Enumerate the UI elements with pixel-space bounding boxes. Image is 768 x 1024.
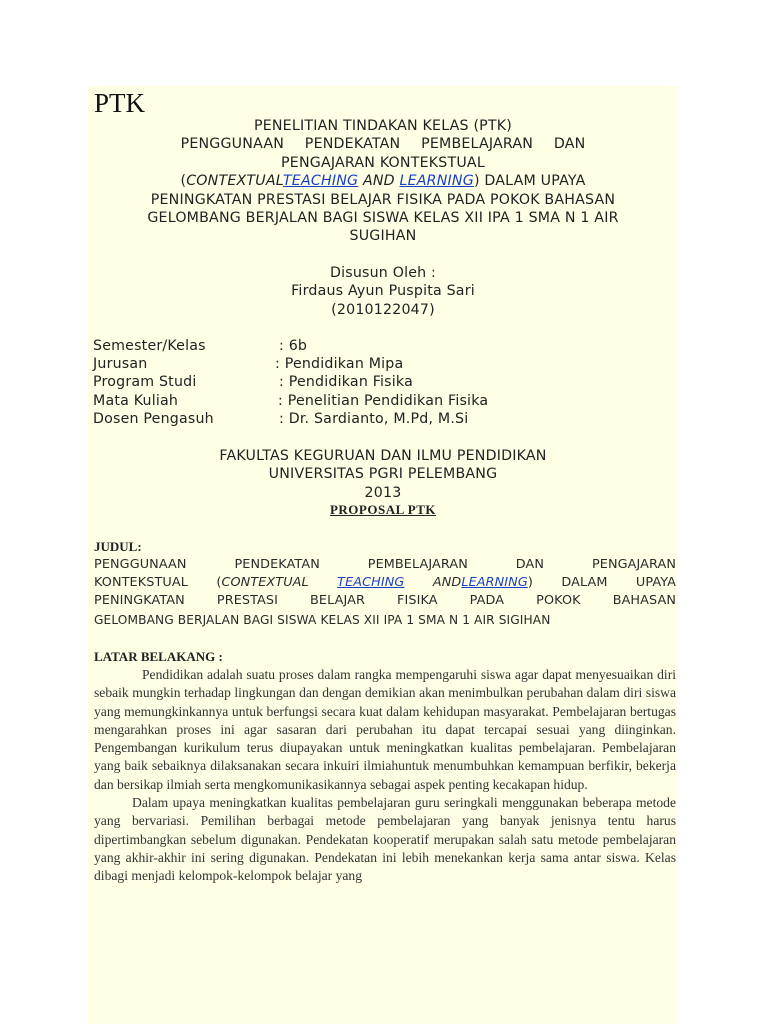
- judul-body: [94, 556, 676, 629]
- judul-label: JUDUL:: [94, 539, 142, 554]
- latar-belakang-body: [94, 666, 676, 886]
- document-page: [88, 86, 678, 1024]
- info-value: : 6b: [279, 338, 308, 354]
- info-label: Jurusan: [93, 356, 148, 373]
- title-line: SUGIHAN: [349, 228, 417, 245]
- author-block: [88, 264, 678, 319]
- title-line-contextual: (CONTEXTUALTEACHING AND LEARNING) DALAM UPAYA: [180, 173, 586, 190]
- info-label: Program Studi: [93, 374, 197, 391]
- teaching-link[interactable]: TEACHING: [337, 575, 405, 591]
- title-line: PENGGUNAAN PENDEKATAN PEMBELAJARAN DAN: [180, 136, 586, 153]
- judul-line-contextual: KONTEKSTUAL (CONTEXTUAL TEACHING ANDLEARNING) DALAM UPAYA: [94, 575, 676, 591]
- judul-line: PENINGKATAN PRESTASI BELAJAR FISIKA PADA POKOK BAHASAN: [94, 593, 676, 609]
- info-value: : Penelitian Pendidikan Fisika: [278, 392, 489, 409]
- author-label: Disusun Oleh :: [329, 265, 437, 281]
- info-label: Mata Kuliah: [93, 392, 179, 409]
- judul-line: GELOMBANG BERJALAN BAGI SISWA KELAS XII IPA 1 SMA N 1 AIR SIGIHAN: [94, 612, 551, 627]
- learning-link[interactable]: LEARNING: [461, 575, 528, 591]
- teaching-link[interactable]: TEACHING: [282, 173, 359, 190]
- author-name: Firdaus Ayun Puspita Sari: [291, 283, 475, 300]
- learning-link[interactable]: LEARNING: [399, 173, 474, 190]
- info-value: : Dr. Sardianto, M.Pd, M.Si: [279, 410, 469, 427]
- latar-belakang-label: LATAR BELAKANG :: [94, 649, 223, 664]
- paragraph: Dalam upaya meningkatkan kualitas pembelajaran guru seringkali menggunakan beberapa metode yang bervariasi. Pemilihan berbagai metode pembelajaran yang banyak jenisnya tentu harus dipertimbangkan sebelum digunakan. Pendekatan kooperatif merupakan salah satu metode pembelajaran yang akhir-akhir ini sering digunakan. Pendekatan ini lebih menekankan kerja sama antar siswa. Kelas dibagi menjadi kelompok-kelompok belajar yang: [94, 795, 676, 884]
- university-name: UNIVERSITAS PGRI PELEMBANG: [268, 466, 498, 483]
- faculty-block: [88, 447, 678, 502]
- contextual-text: CONTEXTUAL: [186, 173, 283, 190]
- year: 2013: [364, 484, 402, 501]
- faculty-name: FAKULTAS KEGURUAN DAN ILMU PENDIDIKAN: [219, 448, 547, 464]
- info-value: : Pendidikan Fisika: [279, 374, 413, 391]
- paragraph: Pendidikan adalah suatu proses dalam rangka mempengaruhi siswa agar dapat menyesuaikan diri sebaik mungkin terhadap lingkungan dan dengan demikian akan menimbulkan perubahan dalam diri siswa yang memungkinkannya untuk berfungsi secara kuat dalam kehidupan masyarakat. Pembelajaran bertugas mengarahkan proses ini agar sasaran dari perubahan itu dapat tercapai sesuai yang diinginkan. Pengembangan kurikulum terus diupayakan untuk meningkatkan kualitas pembelajaran. Pembelajaran yang baik sebaiknya dilaksanakan secara inkuiri ilmiahuntuk menumbuhkan kemampuan berfikir, bekerja dan bersikap ilmiah serta mengkomunikasikannya sebagai aspek penting kecakapan hidup.: [94, 667, 676, 792]
- author-nim: (2010122047): [331, 301, 435, 318]
- title-line: PENINGKATAN PRESTASI BELAJAR FISIKA PADA POKOK BAHASAN: [150, 191, 616, 208]
- title-line: PENGAJARAN KONTEKSTUAL: [281, 154, 485, 171]
- info-label: Dosen Pengasuh: [93, 410, 214, 427]
- info-label: Semester/Kelas: [93, 338, 206, 354]
- title-line: GELOMBANG BERJALAN BAGI SISWA KELAS XII IPA 1 SMA N 1 AIR: [147, 210, 619, 227]
- info-value: : Pendidikan Mipa: [275, 356, 404, 373]
- proposal-heading: PROPOSAL PTK: [329, 502, 437, 517]
- judul-line: PENGGUNAAN PENDEKATAN PEMBELAJARAN DAN PENGAJARAN: [94, 557, 676, 572]
- title-line: PENELITIAN TINDAKAN KELAS (PTK): [253, 118, 513, 134]
- title-block: [88, 117, 678, 246]
- document-heading: PTK: [94, 88, 146, 118]
